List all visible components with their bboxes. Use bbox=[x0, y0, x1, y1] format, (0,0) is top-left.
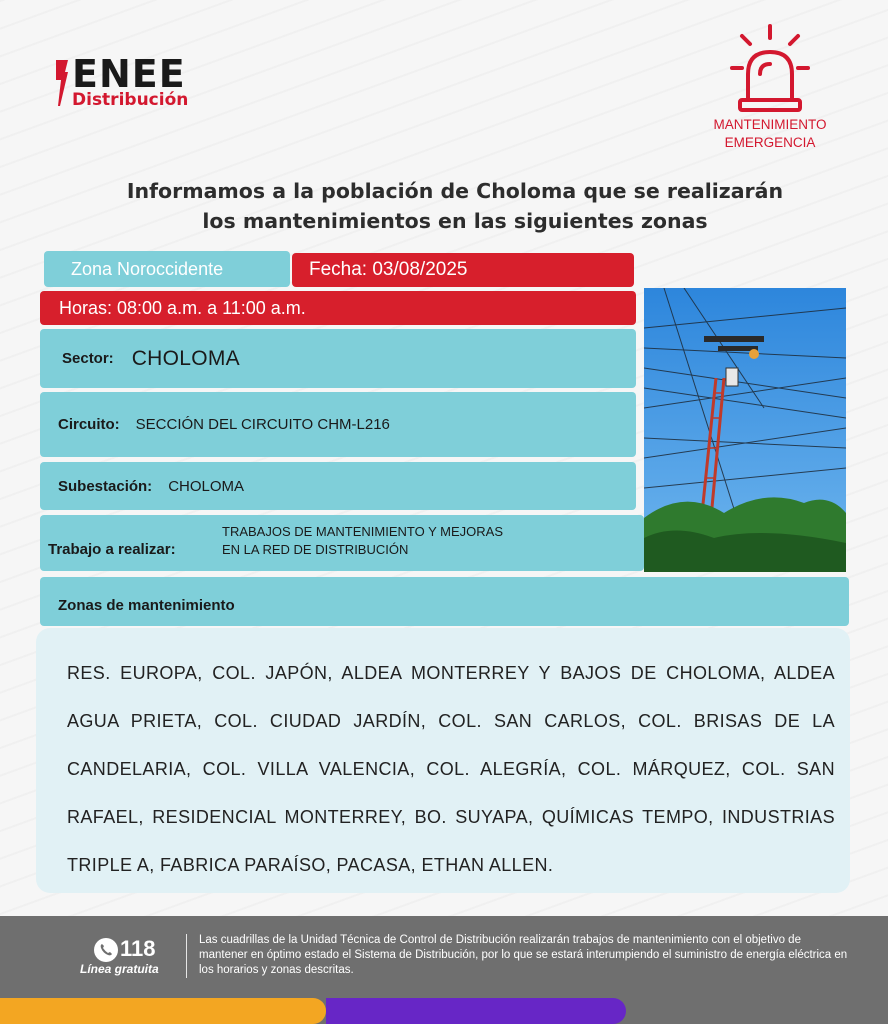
work-value-line2: EN LA RED DE DISTRIBUCIÓN bbox=[222, 542, 409, 557]
emergency-label bbox=[700, 116, 840, 152]
work-row bbox=[40, 515, 644, 571]
hotline-label: Línea gratuita bbox=[80, 962, 159, 976]
zones-list-text: RES. EUROPA, COL. JAPÓN, ALDEA MONTERREY Y BAJOS DE CHOLOMA, ALDEA AGUA PRIETA, COL. CIUDAD JARDÍN, COL. SAN CARLOS, COL. BRISAS DE LA CANDELARIA, COL. VILLA VALENCIA, COL. ALEGRÍA, COL. MÁRQUEZ, COL. SAN RAFAEL, RESIDENCIAL MONTERREY, BO. SUYAPA, QUÍMICAS TEMPO, INDUSTRIAS TRIPLE A, FABRICA PARAÍSO, PACASA, ETHAN ALLEN. bbox=[67, 663, 835, 875]
work-label: Trabajo a realizar: bbox=[48, 541, 176, 558]
headline bbox=[40, 176, 870, 236]
date-bar: Fecha: 03/08/2025 bbox=[292, 253, 634, 287]
siren-icon bbox=[728, 22, 812, 112]
hours-bar: Horas: 08:00 a.m. a 11:00 a.m. bbox=[40, 291, 636, 325]
maintenance-photo bbox=[644, 288, 846, 572]
stripe-grey bbox=[626, 998, 888, 1024]
circuit-value: SECCIÓN DEL CIRCUITO CHM-L216 bbox=[135, 416, 390, 433]
logo-brand: ENEE bbox=[72, 52, 186, 96]
emergency-label-line2: EMERGENCIA bbox=[724, 135, 816, 150]
hotline-number: 118 bbox=[120, 936, 156, 961]
logo-subtitle: Distribución bbox=[72, 90, 189, 110]
substation-row bbox=[40, 462, 636, 510]
circuit-row bbox=[40, 392, 636, 457]
stripe-purple bbox=[326, 998, 626, 1024]
sector-row bbox=[40, 329, 636, 388]
substation-value: CHOLOMA bbox=[168, 477, 245, 495]
substation-label: Subestación: bbox=[58, 477, 153, 495]
sector-label: Sector: bbox=[62, 350, 114, 367]
emergency-badge bbox=[700, 22, 840, 154]
work-value bbox=[222, 523, 503, 559]
phone-icon bbox=[94, 938, 118, 962]
headline-line2: los mantenimientos en las siguientes zonas bbox=[202, 209, 708, 233]
stripe-yellow bbox=[0, 998, 326, 1024]
emergency-label-line1: MANTENIMIENTO bbox=[713, 117, 827, 132]
circuit-label: Circuito: bbox=[58, 416, 120, 433]
work-value-line1: TRABAJOS DE MANTENIMIENTO Y MEJORAS bbox=[222, 524, 503, 539]
headline-line1: Informamos a la población de Choloma que se realizarán bbox=[126, 179, 784, 203]
power-line-tower-illustration bbox=[644, 288, 846, 572]
sector-value: CHOLOMA bbox=[131, 346, 240, 370]
zones-header: Zonas de mantenimiento bbox=[40, 577, 849, 626]
zones-panel bbox=[36, 628, 850, 893]
zone-tag: Zona Noroccidente bbox=[44, 251, 290, 287]
enee-logo-mark-icon bbox=[52, 60, 70, 106]
footer-divider bbox=[186, 934, 187, 978]
enee-logo bbox=[50, 52, 220, 118]
footer-notice: Las cuadrillas de la Unidad Técnica de Control de Distribución realizarán trabajos de mantenimiento con el objetivo de mantener en óptimo estado el Sistema de Distribución, por lo que se estará interumpiendo el suministro de energía eléctrica en los horarios y zonas descritas. bbox=[199, 934, 848, 976]
